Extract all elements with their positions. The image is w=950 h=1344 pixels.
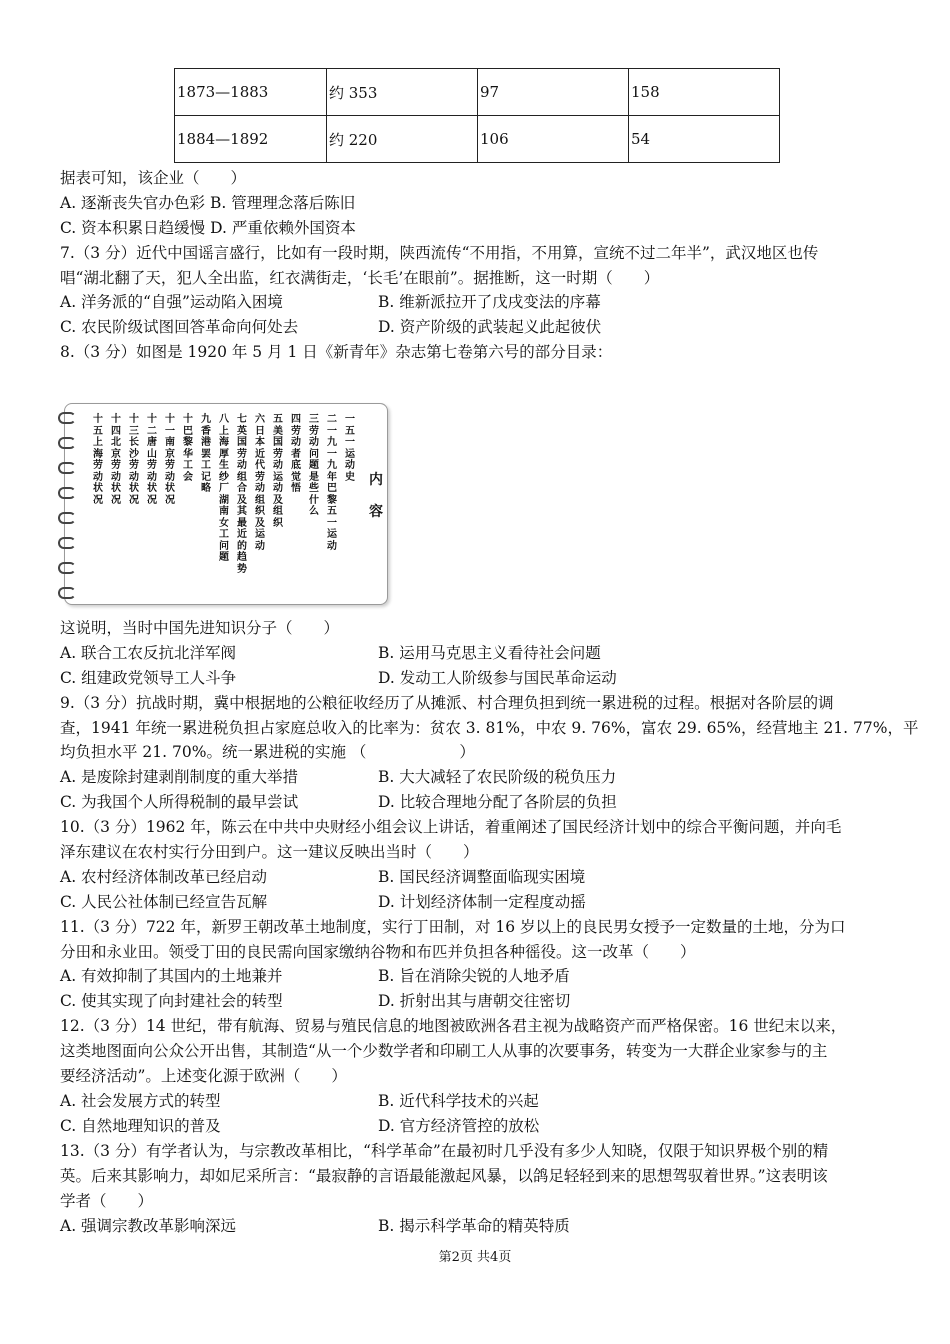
ring-icon xyxy=(58,587,76,599)
toc-item: 十四北京劳动状况 xyxy=(111,414,121,506)
q12-option-c: C. 自然地理知识的普及 xyxy=(60,1117,221,1135)
toc-item: 三劳动问题是些什么 xyxy=(309,414,319,517)
q10-stem-line2: 泽东建议在农村实行分田到户。这一建议反映出当时（ ） xyxy=(60,843,479,861)
q8-stem: 这说明，当时中国先进知识分子（ ） xyxy=(60,619,340,637)
toc-item: 十巴黎华工会 xyxy=(183,414,193,483)
q6-stem: 据表可知，该企业（ ） xyxy=(60,169,247,187)
q13-stem-line2: 英。后来其影响力，却如尼采所言：“最寂静的言语最能激起风暴，以鸽足轻轻到来的思想驾驭着世界。”这表明该 xyxy=(60,1167,828,1185)
q12-option-b: B. 近代科学技术的兴起 xyxy=(378,1092,539,1110)
table-row xyxy=(175,116,780,163)
ring-icon xyxy=(58,437,76,449)
q13-stem-line3: 学者（ ） xyxy=(60,1192,154,1210)
toc-item: 九香港罢工记略 xyxy=(201,414,211,494)
ring-icon xyxy=(58,412,76,424)
ring-icon xyxy=(58,512,76,524)
q11-option-d: D. 折射出其与唐朝交往密切 xyxy=(378,992,571,1010)
q11-option-b: B. 旨在消除尖锐的人地矛盾 xyxy=(378,967,570,985)
toc-title: 内容 xyxy=(369,472,383,520)
toc-item: 十二唐山劳动状况 xyxy=(147,414,157,506)
q11-option-a: A. 有效抑制了其国内的土地兼并 xyxy=(60,967,283,985)
table-cell: 约 353 xyxy=(327,69,478,116)
ring-icon xyxy=(58,462,76,474)
q10-option-d: D. 计划经济体制一定程度动摇 xyxy=(378,893,586,911)
table-cell: 约 220 xyxy=(327,116,478,163)
toc-item: 十三长沙劳动状况 xyxy=(129,414,139,506)
q7-stem-line2: 唱“湖北翻了天，犯人全出监，红衣满街走，‘长毛’在眼前”。据推断，这一时期（ ） xyxy=(60,269,660,287)
q10-stem-line1: 10.（3 分）1962 年，陈云在中共中央财经小组会议上讲话，着重阐述了国民经济计划中的综合平衡问题，并向毛 xyxy=(60,818,842,836)
page-footer: 第2页 共4页 xyxy=(438,1250,512,1265)
toc-item: 八上海厚生纱厂湖南女工问题 xyxy=(219,414,229,563)
q8-option-a: A. 联合工农反抗北洋军阀 xyxy=(60,644,237,662)
q7-option-c: C. 农民阶级试图回答革命向何处去 xyxy=(60,318,299,336)
table-cell: 158 xyxy=(629,69,780,116)
toc-item: 二一九一九年巴黎五一运动 xyxy=(327,414,337,552)
q12-stem-line1: 12.（3 分）14 世纪，带有航海、贸易与殖民信息的地图被欧洲各君主视为战略资产而严格保密。16 世纪末以来， xyxy=(60,1017,847,1035)
q12-option-a: A. 社会发展方式的转型 xyxy=(60,1092,221,1110)
q9-option-a: A. 是废除封建剥削制度的重大举措 xyxy=(60,768,299,786)
toc-item: 六日本近代劳动组织及运动 xyxy=(255,414,265,552)
q9-option-b: B. 大大减轻了农民阶级的税负压力 xyxy=(378,768,617,786)
ring-icon xyxy=(58,487,76,499)
q6-options-ab: A. 逐渐丧失官办色彩 B. 管理理念落后陈旧 xyxy=(60,194,356,212)
q11-stem-line2: 分田和永业田。领受丁田的良民需向国家缴纳谷物和布匹并负担各种徭役。这一改革（ ） xyxy=(60,943,696,961)
q9-stem-line3: 均负担水平 21. 70%。统一累进税的实施 （ ） xyxy=(60,743,475,761)
toc-item: 五美国劳动运动及组织 xyxy=(273,414,283,529)
q8-option-b: B. 运用马克思主义看待社会问题 xyxy=(378,644,601,662)
table-cell: 1884—1892 xyxy=(175,116,327,163)
q6-options-cd: C. 资本积累日趋缓慢 D. 严重依赖外国资本 xyxy=(60,219,356,237)
q10-option-b: B. 国民经济调整面临现实困境 xyxy=(378,868,586,886)
toc-item: 一五一运动史 xyxy=(345,414,355,483)
q12-stem-line3: 要经济活动”。上述变化源于欧洲（ ） xyxy=(60,1067,347,1085)
q12-option-d: D. 官方经济管控的放松 xyxy=(378,1117,540,1135)
magazine-toc-image xyxy=(64,403,388,605)
ring-icon xyxy=(58,537,76,549)
table-cell: 1873—1883 xyxy=(175,69,327,116)
q10-option-c: C. 人民公社体制已经宣告瓦解 xyxy=(60,893,268,911)
q8-stem-line1: 8.（3 分）如图是 1920 年 5 月 1 日《新青年》杂志第七卷第六号的部分目录： xyxy=(60,343,613,361)
table-cell: 106 xyxy=(478,116,629,163)
q13-stem-line1: 13.（3 分）有学者认为，与宗教改革相比，“科学革命”在最初时几乎没有多少人知晓，仅限于知识界极个别的精 xyxy=(60,1142,829,1160)
q9-stem-line1: 9.（3 分）抗战时期，冀中根据地的公粮征收经历了从摊派、村合理负担到统一累进税的过程。根据对各阶层的调 xyxy=(60,694,834,712)
q8-option-c: C. 组建政党领导工人斗争 xyxy=(60,669,237,687)
q11-option-c: C. 使其实现了向封建社会的转型 xyxy=(60,992,283,1010)
toc-item: 七英国劳动组合及其最近的趋势 xyxy=(237,414,247,575)
q12-stem-line2: 这类地图面向公众公开出售，其制造“从一个少数学者和印刷工人从事的次要事务，转变为一大群企业家参与的主 xyxy=(60,1042,828,1060)
toc-item: 四劳动者底觉悟 xyxy=(291,414,301,494)
q7-option-b: B. 维新派拉开了戊戌变法的序幕 xyxy=(378,293,601,311)
q8-option-d: D. 发动工人阶级参与国民革命运动 xyxy=(378,669,617,687)
q9-option-d: D. 比较合理地分配了各阶层的负担 xyxy=(378,793,617,811)
toc-item: 十一南京劳动状况 xyxy=(165,414,175,506)
table-cell: 97 xyxy=(478,69,629,116)
q7-option-a: A. 洋务派的“自强”运动陷入困境 xyxy=(60,293,283,311)
q7-option-d: D. 资产阶级的武装起义此起彼伏 xyxy=(378,318,602,336)
table-row xyxy=(175,69,780,116)
q11-stem-line1: 11.（3 分）722 年，新罗王朝改革土地制度，实行丁田制，对 16 岁以上的良民男女授予一定数量的土地，分为口 xyxy=(60,918,846,936)
data-table xyxy=(174,68,780,163)
q9-stem-line2: 查，1941 年统一累进税负担占家庭总收入的比率为：贫农 3. 81%，中农 9. 76%，富农 29. 65%，经营地主 21. 77%，平 xyxy=(60,719,919,737)
ring-icon xyxy=(58,562,76,574)
q9-option-c: C. 为我国个人所得税制的最早尝试 xyxy=(60,793,299,811)
q10-option-a: A. 农村经济体制改革已经启动 xyxy=(60,868,268,886)
table-cell: 54 xyxy=(629,116,780,163)
q13-option-b: B. 揭示科学革命的精英特质 xyxy=(378,1217,570,1235)
q13-option-a: A. 强调宗教改革影响深远 xyxy=(60,1217,237,1235)
toc-item: 十五上海劳动状况 xyxy=(93,414,103,506)
q7-stem-line1: 7.（3 分）近代中国谣言盛行，比如有一段时期，陕西流传“不用指，不用算，宣统不过二年半”，武汉地区也传 xyxy=(60,244,819,262)
